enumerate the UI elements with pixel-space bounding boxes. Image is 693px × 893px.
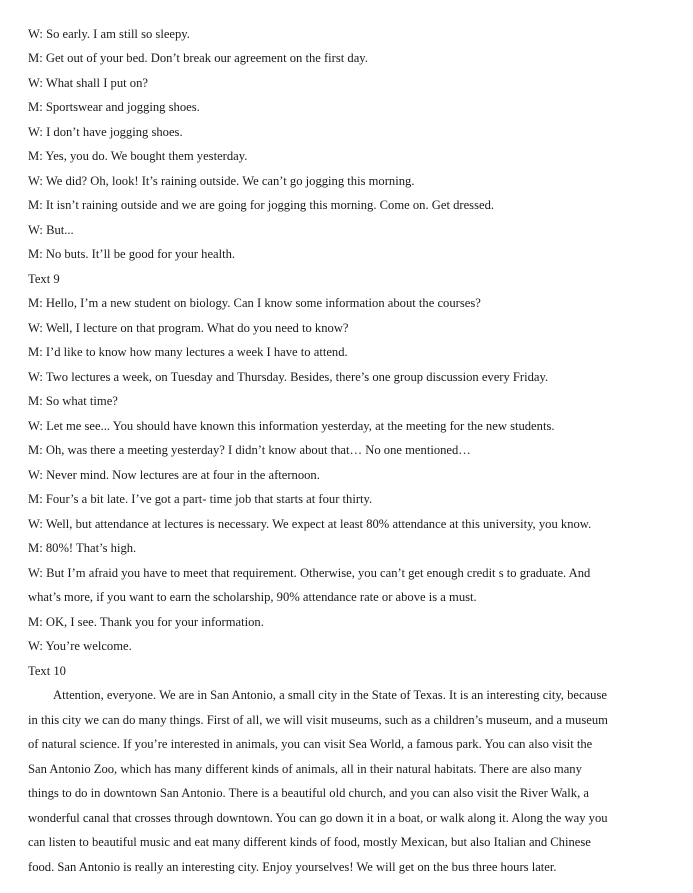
dialogue-line: W: Never mind. Now lectures are at four in the afternoon.	[28, 468, 320, 482]
paragraph-line: of natural science. If you’re interested in animals, you can visit Sea World, a famous park. You can also visit the	[28, 737, 593, 751]
dialogue-line: W: I don’t have jogging shoes.	[28, 125, 183, 139]
dialogue-line: W: But...	[28, 223, 74, 237]
paragraph-line: can listen to beautiful music and eat many different kinds of food, mostly Mexican, but also Italian and Chinese	[28, 835, 591, 849]
section-heading-text10: Text 10	[28, 664, 66, 678]
dialogue-line: M: No buts. It’ll be good for your health.	[28, 247, 236, 261]
dialogue-line: M: So what time?	[28, 394, 118, 408]
paragraph-line: in this city we can do many things. First of all, we will visit museums, such as a children’s museum, and a museum	[28, 713, 608, 727]
dialogue-line: W: But I’m afraid you have to meet that requirement. Otherwise, you can’t get enough credit s to graduate. And	[28, 566, 591, 580]
dialogue-line: W: You’re welcome.	[28, 639, 132, 653]
dialogue-line: W: Two lectures a week, on Tuesday and Thursday. Besides, there’s one group discussion every Friday.	[28, 370, 549, 384]
dialogue-line: what’s more, if you want to earn the scholarship, 90% attendance rate or above is a must.	[28, 590, 477, 604]
dialogue-line: M: Oh, was there a meeting yesterday? I didn’t know about that… No one mentioned…	[28, 443, 471, 457]
dialogue-line: M: Yes, you do. We bought them yesterday.	[28, 149, 248, 163]
dialogue-line: W: Let me see... You should have known this information yesterday, at the meeting for the new students.	[28, 419, 555, 433]
dialogue-line: M: Get out of your bed. Don’t break our agreement on the first day.	[28, 51, 368, 65]
dialogue-line: M: OK, I see. Thank you for your information.	[28, 615, 264, 629]
paragraph-line: wonderful canal that crosses through downtown. You can go down it in a boat, or walk along it. Along the way you	[28, 811, 608, 825]
dialogue-line: M: Four’s a bit late. I’ve got a part- time job that starts at four thirty.	[28, 492, 373, 506]
paragraph-line: food. San Antonio is really an interesting city. Enjoy yourselves! We will get on the bus three hours later.	[28, 860, 557, 874]
dialogue-line: M: Hello, I’m a new student on biology. Can I know some information about the courses?	[28, 296, 481, 310]
dialogue-line: M: It isn’t raining outside and we are going for jogging this morning. Come on. Get dressed.	[28, 198, 495, 212]
paragraph-line: things to do in downtown San Antonio. There is a beautiful old church, and you can also visit the River Walk, a	[28, 786, 589, 800]
dialogue-line: W: Well, but attendance at lectures is necessary. We expect at least 80% attendance at this university, you know.	[28, 517, 592, 531]
dialogue-line: W: What shall I put on?	[28, 76, 148, 90]
paragraph-line: Attention, everyone. We are in San Antonio, a small city in the State of Texas. It is an interesting city, because	[53, 688, 607, 702]
dialogue-line: M: Sportswear and jogging shoes.	[28, 100, 200, 114]
dialogue-line: M: 80%! That’s high.	[28, 541, 137, 555]
section-heading-text9: Text 9	[28, 272, 60, 286]
paragraph-line: San Antonio Zoo, which has many different kinds of animals, all in their natural habitats. There are also many	[28, 762, 582, 776]
dialogue-line: W: We did? Oh, look! It’s raining outside. We can’t go jogging this morning.	[28, 174, 415, 188]
dialogue-line: W: Well, I lecture on that program. What do you need to know?	[28, 321, 349, 335]
dialogue-line: M: I’d like to know how many lectures a week I have to attend.	[28, 345, 348, 359]
dialogue-line: W: So early. I am still so sleepy.	[28, 27, 190, 41]
